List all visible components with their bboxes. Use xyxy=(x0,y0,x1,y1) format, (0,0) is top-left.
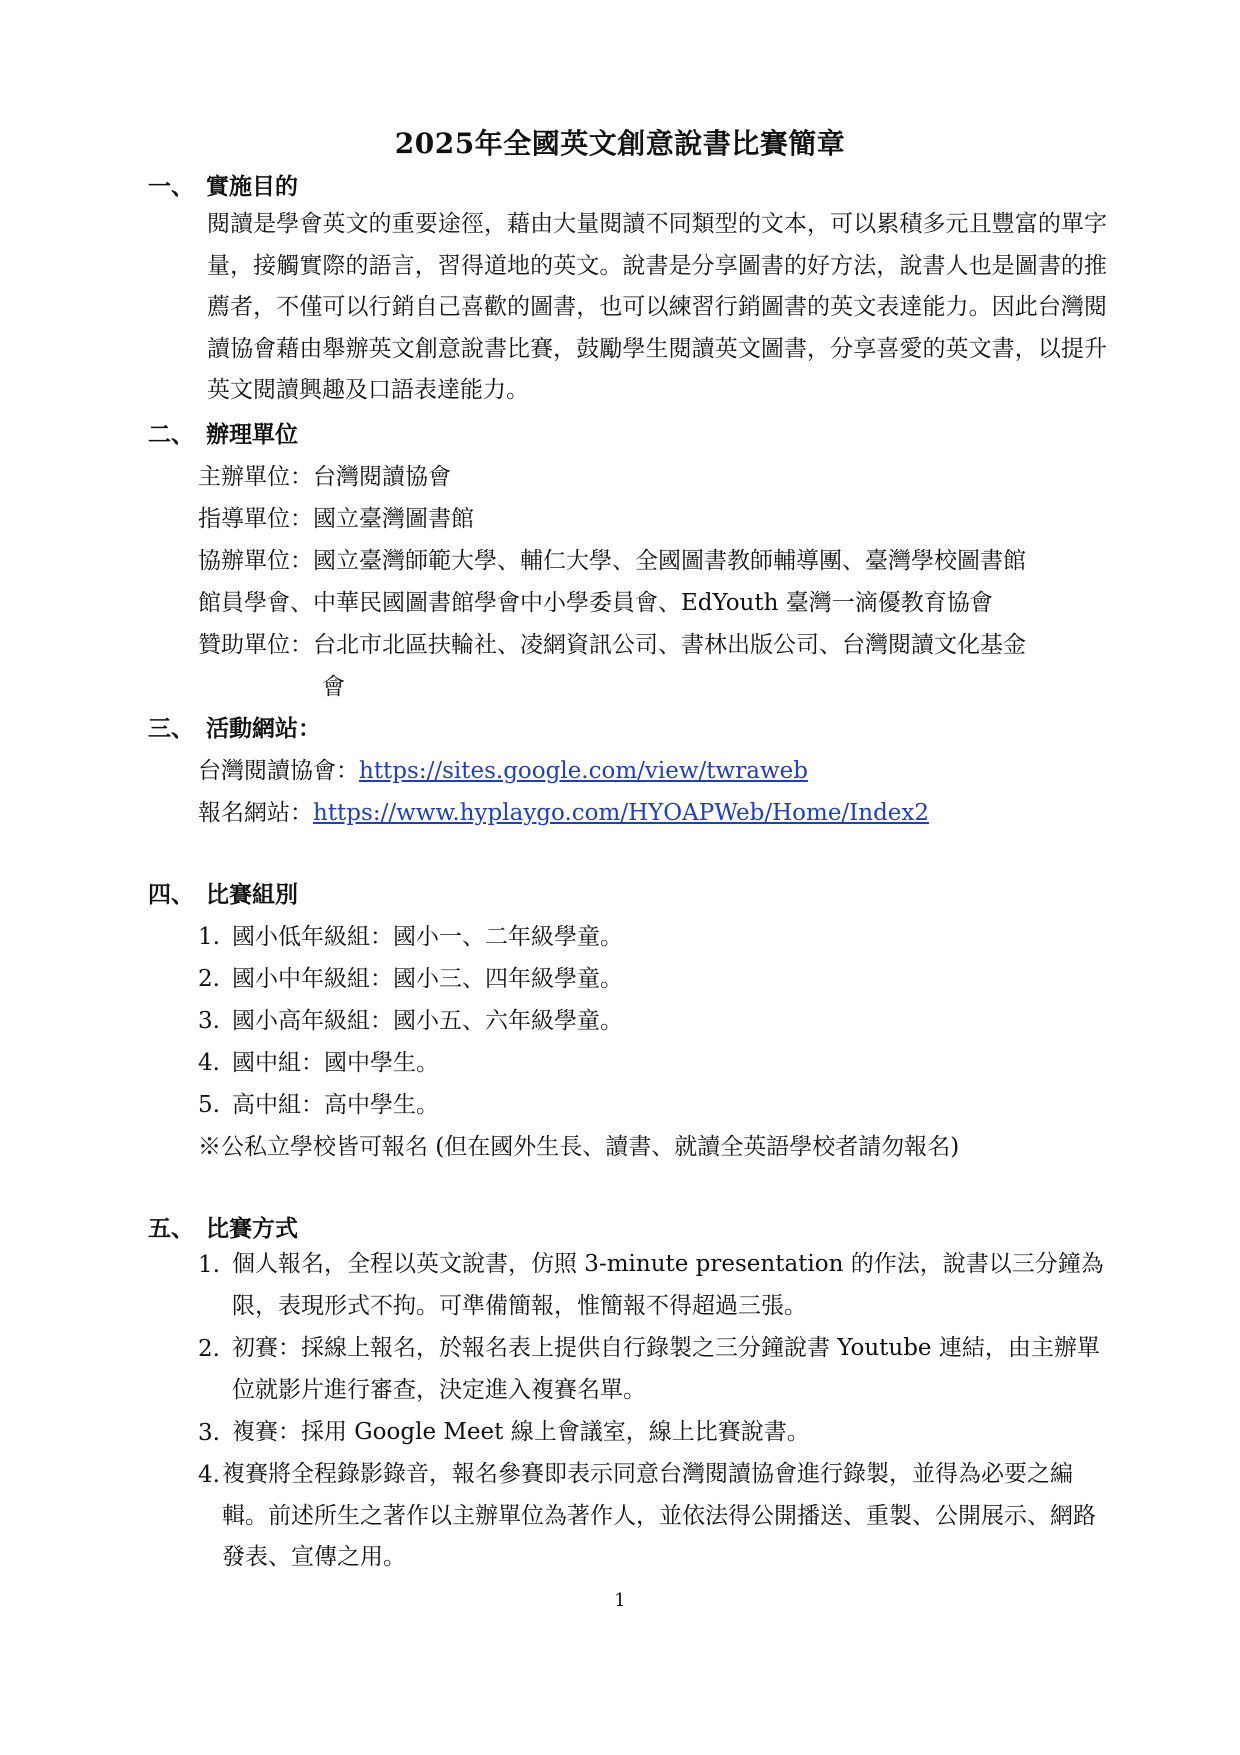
section-number: 二、 xyxy=(148,421,194,448)
registration-website-label: 報名網站： xyxy=(198,800,313,826)
sponsor-line-2: 會 xyxy=(322,674,345,700)
list-item xyxy=(198,960,623,993)
format-item-number: 2. xyxy=(198,1336,220,1362)
section-heading-purpose xyxy=(148,168,298,201)
co-organizer-line-2: 館員學會、中華民國圖書館學會中小學委員會、EdYouth 臺灣一滴優教育協會 xyxy=(198,590,993,616)
page-number: 1 xyxy=(614,1590,626,1611)
list-item xyxy=(198,918,623,951)
list-item xyxy=(198,1044,439,1077)
association-website-link[interactable]: https://sites.google.com/view/twraweb xyxy=(359,758,808,784)
association-website-row xyxy=(198,752,808,785)
list-item xyxy=(198,1002,623,1035)
section-title: 比賽組別 xyxy=(206,881,298,908)
section-number: 四、 xyxy=(148,881,194,908)
format-item-text: 初賽：採線上報名，於報名表上提供自行錄製之三分鐘說書 Youtube 連結，由主辦單位就影片進行審查，決定進入複賽名單。 xyxy=(232,1335,1100,1403)
list-item-number: 5. xyxy=(198,1092,220,1118)
section-title: 比賽方式 xyxy=(206,1215,298,1242)
section-heading-format xyxy=(148,1210,298,1243)
registration-website-link[interactable]: https://www.hyplaygo.com/HYOAPWeb/Home/Index2 xyxy=(313,800,930,826)
co-organizer-line-1: 協辦單位：國立臺灣師範大學、輔仁大學、全國圖書教師輔導團、臺灣學校圖書館 xyxy=(198,548,1026,574)
section-title: 活動網站： xyxy=(206,715,321,742)
list-item-number: 1. xyxy=(198,924,220,950)
format-item-text: 複賽將全程錄影錄音，報名參賽即表示同意台灣閱讀協會進行錄製，並得為必要之編輯。前述所生之著作以主辦單位為著作人，並依法得公開播送、重製、公開展示、網路發表、宣傳之用。 xyxy=(222,1461,1096,1570)
section-title: 實施目的 xyxy=(206,173,298,200)
purpose-paragraph: 閱讀是學會英文的重要途徑，藉由大量閱讀不同類型的文本，可以累積多元且豐富的單字量，接觸實際的語言，習得道地的英文。說書是分享圖書的好方法，說書人也是圖書的推薦者，不僅可以行銷自己喜歡的圖書，也可以練習行銷圖書的英文表達能力。因此台灣閱讀協會藉由舉辦英文創意說書比賽，鼓勵學生閱讀英文圖書，分享喜愛的英文書，以提升英文閱讀興趣及口語表達能力。 xyxy=(207,211,1107,403)
list-item-text: 國小低年級組：國小一、二年級學童。 xyxy=(232,924,623,950)
section-heading-organizers xyxy=(148,416,298,449)
list-item-text: 高中組：高中學生。 xyxy=(232,1092,439,1118)
list-item-text: 國小高年級組：國小五、六年級學童。 xyxy=(232,1008,623,1034)
list-item-number: 4. xyxy=(198,1050,220,1076)
section-heading-websites xyxy=(148,710,321,743)
list-item-number: 2. xyxy=(198,966,220,992)
list-item-text: 國中組：國中學生。 xyxy=(232,1050,439,1076)
sponsor-line-1: 贊助單位：台北市北區扶輪社、凌網資訊公司、書林出版公司、台灣閱讀文化基金 xyxy=(198,632,1026,658)
list-item-number: 3. xyxy=(198,1008,220,1034)
section-number: 三、 xyxy=(148,715,194,742)
format-item-text: 複賽：採用 Google Meet 線上會議室，線上比賽說書。 xyxy=(232,1419,810,1445)
list-item xyxy=(198,1086,439,1119)
section-heading-categories xyxy=(148,876,298,909)
eligibility-note: ※公私立學校皆可報名 (但在國外生長、讀書、就讀全英語學校者請勿報名) xyxy=(198,1134,960,1160)
section-number: 五、 xyxy=(148,1215,194,1242)
format-item-number: 3. xyxy=(198,1420,220,1446)
format-item-number: 1. xyxy=(198,1252,220,1278)
host-unit: 主辦單位：台灣閱讀協會 xyxy=(198,464,451,490)
guidance-unit: 指導單位：國立臺灣圖書館 xyxy=(198,506,474,532)
list-item-text: 國小中年級組：國小三、四年級學童。 xyxy=(232,966,623,992)
section-number: 一、 xyxy=(148,173,194,200)
format-item-number: 4. xyxy=(198,1462,220,1488)
registration-website-row xyxy=(198,794,929,827)
association-website-label: 台灣閱讀協會： xyxy=(198,758,359,784)
format-item-text: 個人報名，全程以英文說書，仿照 3-minute presentation 的作法，說書以三分鐘為限，表現形式不拘。可準備簡報，惟簡報不得超過三張。 xyxy=(232,1251,1104,1319)
document-title: 2025年全國英文創意說書比賽簡章 xyxy=(394,127,846,160)
section-title: 辦理單位 xyxy=(206,421,298,448)
